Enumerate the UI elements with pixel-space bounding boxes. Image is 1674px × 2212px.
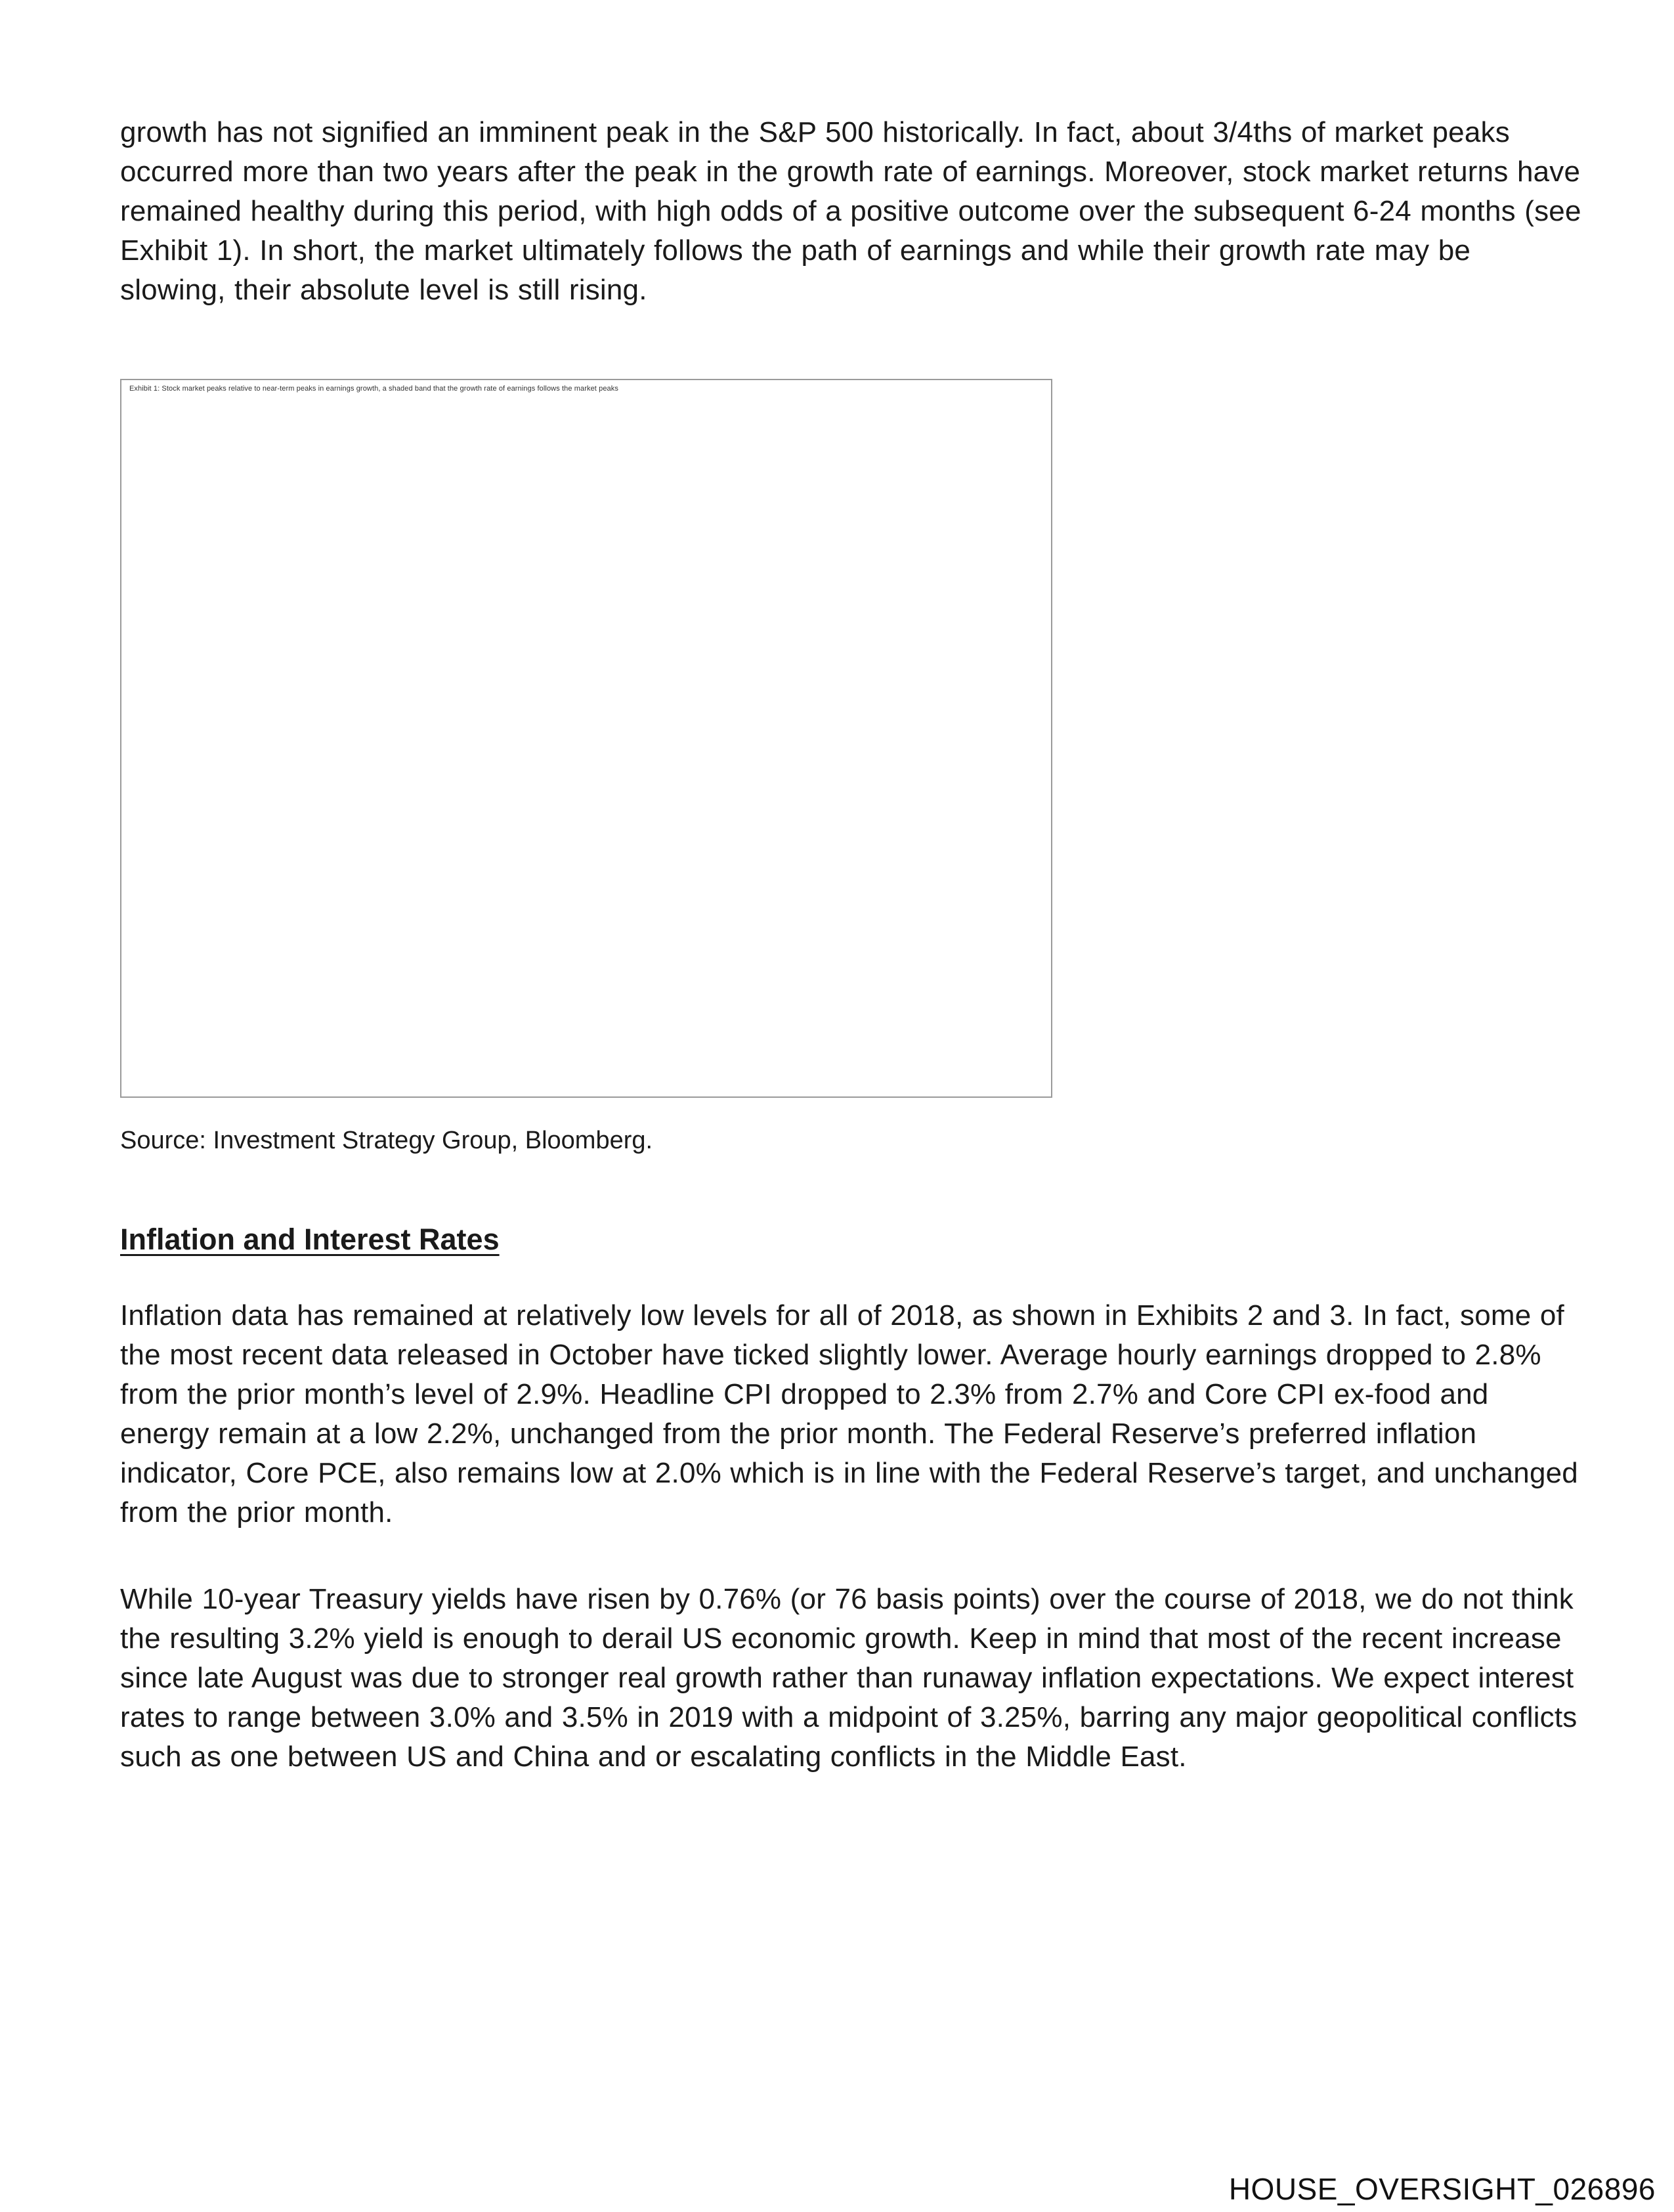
paragraph-inflation-data: Inflation data has remained at relatively low levels for all of 2018, as shown in Exhibits 2 and 3. In fact, some of the most recent data released in October have ticked slightly lower. Average hourly earnings dropped to 2.8% from the prior month’s level of 2.9%. Headline CPI dropped to 2.3% from 2.7% and Core CPI ex-food and energy remain at a low 2.2%, unchanged from the prior month. The Federal Reserve’s preferred inflation indicator, Core PCE, also remains low at 2.0% which is in line with the Federal Reserve’s target, and unchanged from the prior month. xyxy=(120,1299,1578,1529)
section-heading-inflation-interest-rates: Inflation and Interest Rates xyxy=(120,1223,500,1256)
exhibit-1-chart-frame xyxy=(120,379,1052,1098)
exhibit-1-caption: Exhibit 1: Stock market peaks relative to near-term peaks in earnings growth, a shaded band that the growth rate of earnings follows the market peaks xyxy=(129,385,618,393)
source-attribution: Source: Investment Strategy Group, Bloomberg. xyxy=(120,1127,653,1154)
page-content xyxy=(120,0,1583,1777)
paragraph-treasury-yields: While 10-year Treasury yields have risen by 0.76% (or 76 basis points) over the course of 2018, we do not think the resulting 3.2% yield is enough to derail US economic growth. Keep in mind that most of the recent increase since late August was due to stronger real growth rather than runaway inflation expectations. We expect interest rates to range between 3.0% and 3.5% in 2019 with a midpoint of 3.25%, barring any major geopolitical conflicts such as one between US and China and or escalating conflicts in the Middle East. xyxy=(120,1583,1577,1773)
bates-number: HOUSE_OVERSIGHT_026896 xyxy=(1228,2172,1656,2206)
paragraph-earnings-growth: growth has not signified an imminent peak in the S&P 500 historically. In fact, about 3/4ths of market peaks occurred more than two years after the peak in the growth rate of earnings. Moreover, stock market returns have remained healthy during this period, with high odds of a positive outcome over the subsequent 6-24 months (see Exhibit 1). In short, the market ultimately follows the path of earnings and while their growth rate may be slowing, their absolute level is still rising. xyxy=(120,116,1581,306)
